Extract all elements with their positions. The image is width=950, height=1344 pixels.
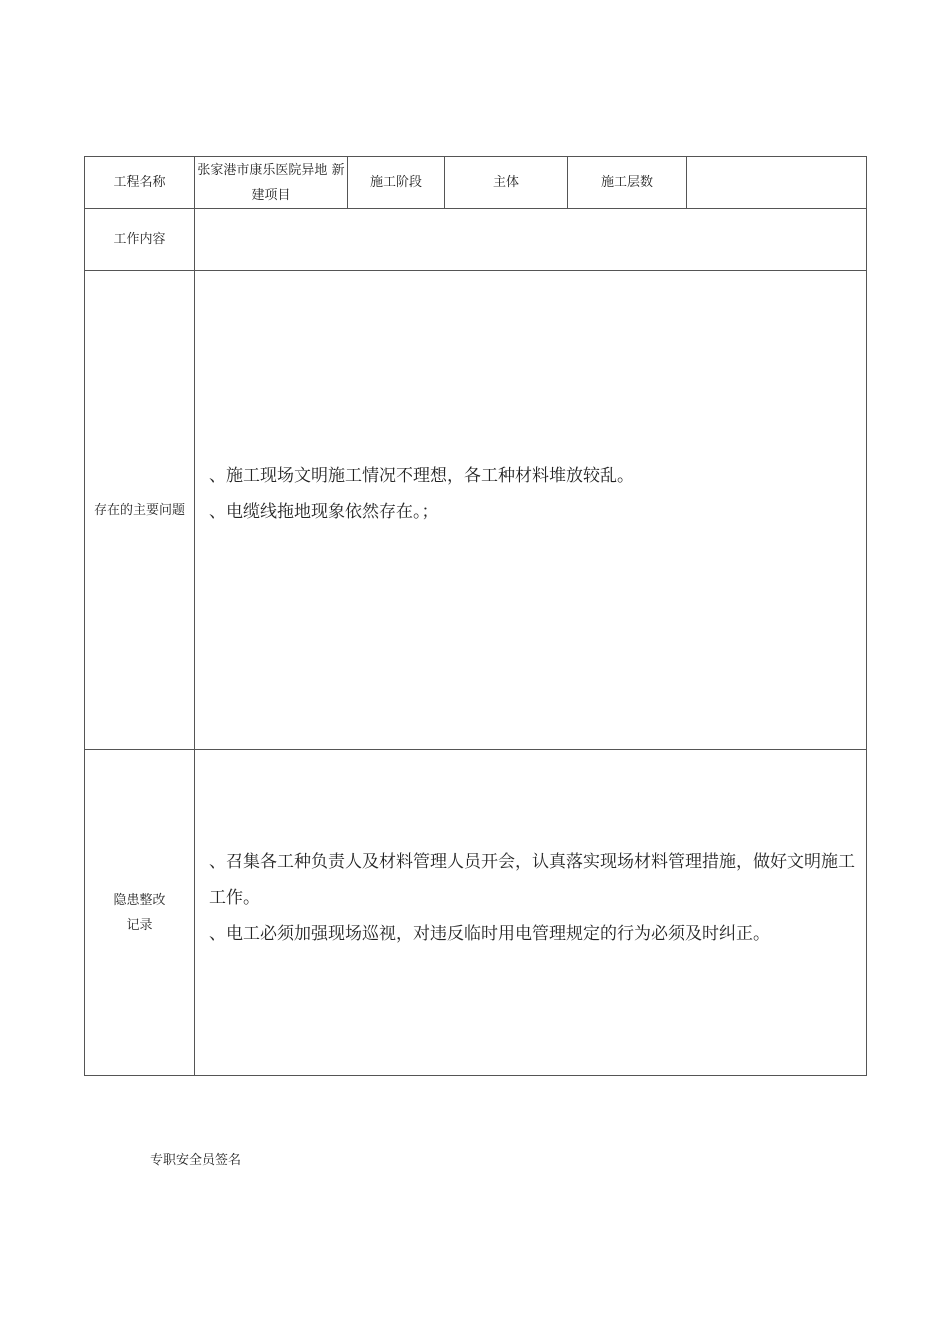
stage-label: 施工阶段 xyxy=(348,157,445,209)
floors-label: 施工层数 xyxy=(568,157,687,209)
work-content-label: 工作内容 xyxy=(85,209,195,271)
table-row-rectification xyxy=(85,750,867,1076)
issues-list xyxy=(209,458,856,530)
issues-label: 存在的主要问题 xyxy=(85,271,195,750)
rectification-content xyxy=(195,750,867,1076)
issue-item-1: 、施工现场文明施工情况不理想，各工种材料堆放较乱。 xyxy=(209,466,634,486)
rectification-item-1: 、召集各工种负责人及材料管理人员开会，认真落实现场材料管理措施，做好文明施工工作。 xyxy=(209,851,855,908)
rectification-label-line-1: 隐患整改 xyxy=(113,892,166,908)
inspection-table xyxy=(84,156,867,1076)
rectification-label-line-2: 记录 xyxy=(126,917,153,933)
project-name-line-1: 张家港市康乐医院异地 xyxy=(197,162,328,178)
issues-content xyxy=(195,271,867,750)
table-row-issues xyxy=(85,271,867,750)
project-name-line-2: 新建项目 xyxy=(251,162,345,203)
table-row-project xyxy=(85,157,867,209)
floors-value xyxy=(687,157,867,209)
table-row-work-content xyxy=(85,209,867,271)
stage-value: 主体 xyxy=(445,157,568,209)
work-content-value xyxy=(195,209,867,271)
rectification-label xyxy=(85,750,195,1076)
signature-label: 专职安全员签名 xyxy=(150,1153,242,1168)
rectification-item-2: 、电工必须加强现场巡视，对违反临时用电管理规定的行为必须及时纠正。 xyxy=(209,923,770,944)
inspection-form xyxy=(84,156,866,1074)
rectification-list xyxy=(209,844,856,952)
issue-item-2: 、电缆线拖地现象依然存在。； xyxy=(209,502,439,522)
project-name-label: 工程名称 xyxy=(85,157,195,209)
project-name-value xyxy=(195,157,348,209)
